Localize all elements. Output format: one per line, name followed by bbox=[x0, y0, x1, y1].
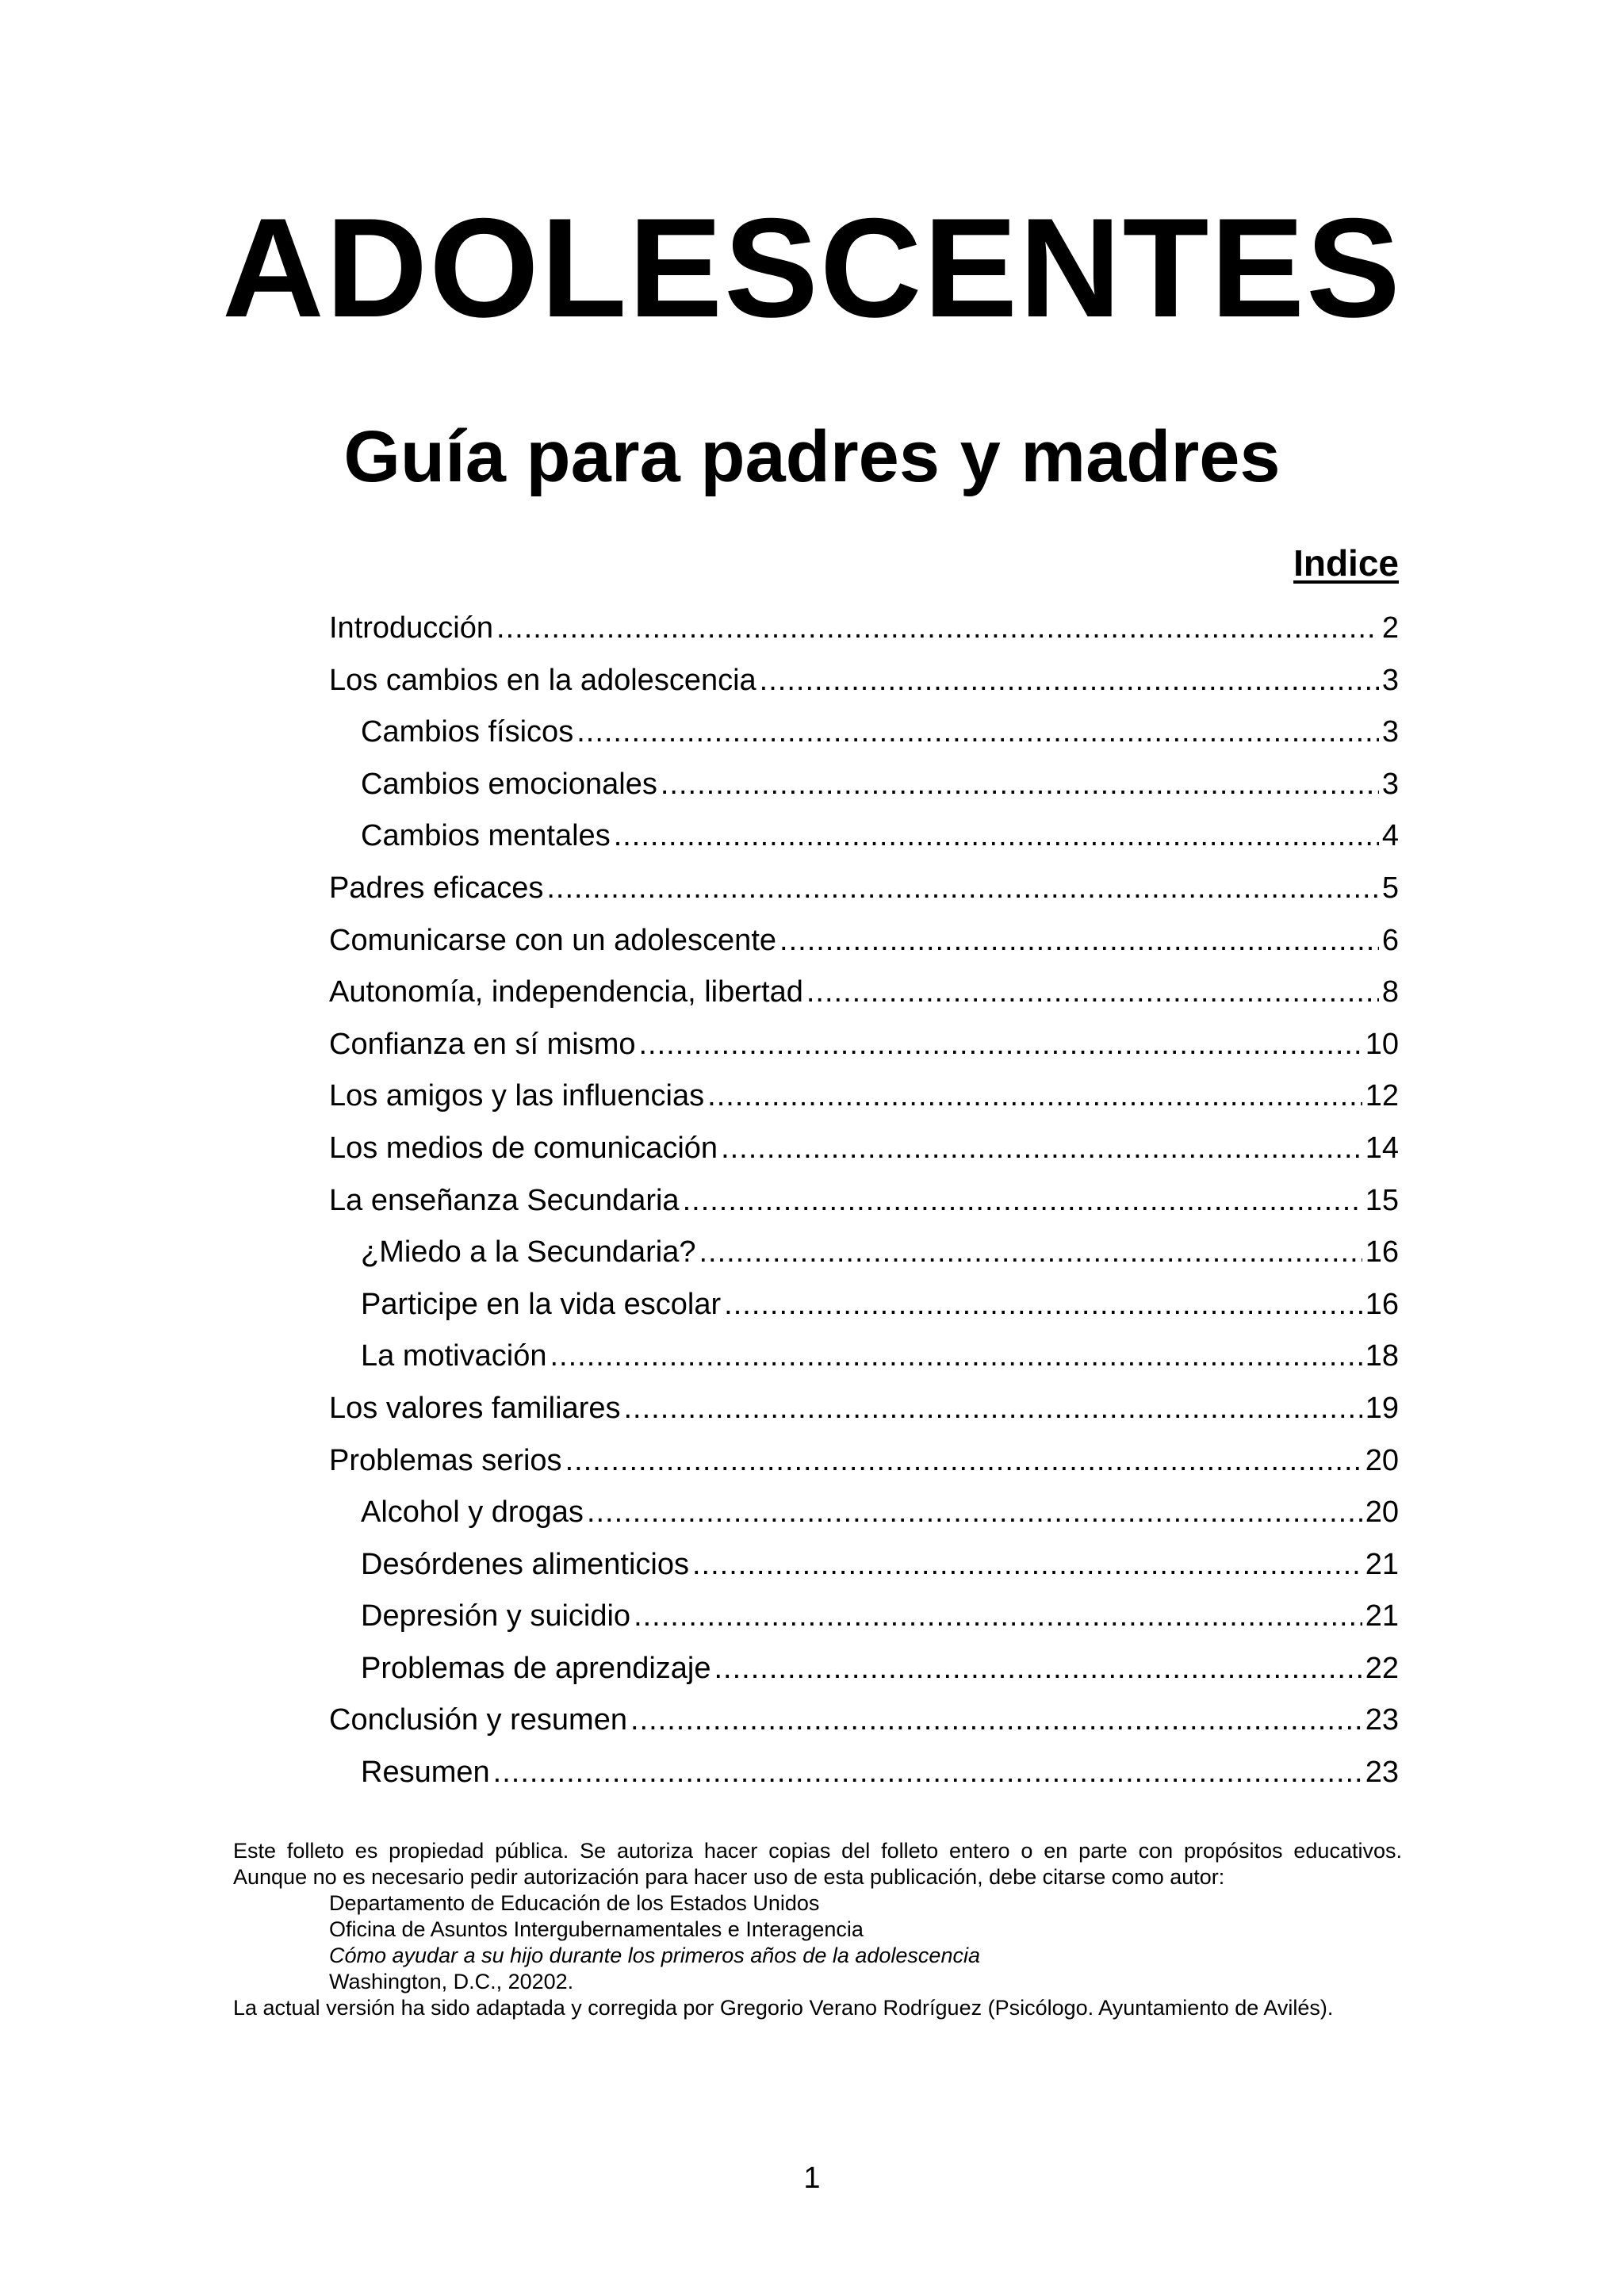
toc-dot-leader bbox=[546, 863, 1378, 915]
toc-dot-leader bbox=[707, 1070, 1362, 1123]
toc-entry-label: La motivación bbox=[361, 1339, 547, 1373]
toc-dot-leader bbox=[496, 603, 1379, 655]
toc-dot-leader bbox=[714, 1643, 1362, 1695]
page-number: 1 bbox=[803, 2162, 821, 2195]
toc-entry[interactable] bbox=[329, 1019, 1399, 1071]
document-title: ADOLESCENTES bbox=[222, 189, 1402, 347]
toc-entry[interactable] bbox=[329, 967, 1399, 1019]
toc-entry-page: 10 bbox=[1365, 1027, 1399, 1061]
toc-entry-label: Alcohol y drogas bbox=[361, 1496, 584, 1530]
toc-dot-leader bbox=[779, 915, 1379, 967]
document-subtitle: Guía para padres y madres bbox=[343, 416, 1281, 497]
toc-entry-page: 3 bbox=[1381, 767, 1399, 801]
toc-dot-leader bbox=[587, 1487, 1362, 1539]
table-of-contents bbox=[329, 603, 1399, 1799]
toc-dot-leader bbox=[806, 967, 1379, 1019]
notice-line: Este folleto es propiedad pública. Se autoriza hacer copias del folleto entero o en parte con propósitos educativos. bbox=[233, 1839, 1402, 1863]
toc-entry[interactable] bbox=[329, 1227, 1399, 1279]
toc-entry-label: Los medios de comunicación bbox=[329, 1131, 718, 1165]
toc-entry[interactable] bbox=[329, 863, 1399, 915]
toc-dot-leader bbox=[493, 1747, 1362, 1799]
toc-entry[interactable] bbox=[329, 1539, 1399, 1591]
toc-entry-page: 15 bbox=[1365, 1183, 1399, 1217]
toc-dot-leader bbox=[699, 1227, 1362, 1279]
toc-entry[interactable] bbox=[329, 1435, 1399, 1488]
author-organization: Departamento de Educación de los Estados Unidos bbox=[329, 1891, 820, 1915]
toc-dot-leader bbox=[721, 1123, 1362, 1175]
toc-dot-leader bbox=[661, 759, 1379, 811]
toc-entry-page: 14 bbox=[1365, 1131, 1399, 1165]
toc-entry-label: Autonomía, independencia, libertad bbox=[329, 975, 803, 1009]
toc-entry-page: 12 bbox=[1365, 1079, 1399, 1113]
toc-entry[interactable] bbox=[329, 1383, 1399, 1435]
adaptation-credit: La actual versión ha sido adaptada y corregida por Gregorio Verano Rodríguez (Psicólogo. Ayuntamiento de Avilés). bbox=[233, 1996, 1334, 2020]
toc-entry-label: Desórdenes alimenticios bbox=[361, 1547, 689, 1581]
toc-entry[interactable] bbox=[329, 707, 1399, 759]
toc-entry-label: Participe en la vida escolar bbox=[361, 1287, 722, 1321]
toc-entry-label: Los amigos y las influencias bbox=[329, 1079, 705, 1113]
toc-entry-label: Cambios emocionales bbox=[361, 767, 657, 801]
toc-entry[interactable] bbox=[329, 1695, 1399, 1747]
publication-title: Cómo ayudar a su hijo durante los primeros años de la adolescencia bbox=[329, 1944, 980, 1967]
toc-entry-label: Los cambios en la adolescencia bbox=[329, 663, 756, 697]
toc-entry-page: 19 bbox=[1365, 1391, 1399, 1425]
toc-entry-label: ¿Miedo a la Secundaria? bbox=[361, 1235, 696, 1270]
toc-dot-leader bbox=[724, 1279, 1362, 1331]
toc-entry[interactable] bbox=[329, 1591, 1399, 1643]
toc-entry-page: 16 bbox=[1365, 1235, 1399, 1270]
toc-entry-page: 22 bbox=[1365, 1651, 1399, 1685]
toc-entry[interactable] bbox=[329, 759, 1399, 811]
toc-entry-label: Confianza en sí mismo bbox=[329, 1027, 636, 1061]
toc-entry-page: 8 bbox=[1381, 975, 1399, 1009]
toc-entry[interactable] bbox=[329, 915, 1399, 967]
toc-entry-label: Problemas de aprendizaje bbox=[361, 1651, 711, 1685]
toc-dot-leader bbox=[639, 1019, 1362, 1071]
copyright-notice bbox=[233, 1838, 1402, 2021]
toc-entry[interactable] bbox=[329, 1175, 1399, 1227]
toc-entry[interactable] bbox=[329, 1747, 1399, 1799]
toc-entry-page: 3 bbox=[1381, 715, 1399, 749]
toc-entry-label: Conclusión y resumen bbox=[329, 1703, 627, 1737]
toc-entry[interactable] bbox=[329, 1331, 1399, 1383]
toc-entry-label: Introducción bbox=[329, 611, 494, 645]
toc-dot-leader bbox=[630, 1695, 1362, 1747]
toc-entry[interactable] bbox=[329, 1123, 1399, 1175]
toc-entry-page: 2 bbox=[1381, 611, 1399, 645]
toc-entry-label: Cambios mentales bbox=[361, 819, 611, 853]
toc-entry[interactable] bbox=[329, 1487, 1399, 1539]
toc-entry-page: 6 bbox=[1381, 923, 1399, 957]
toc-entry-page: 5 bbox=[1381, 871, 1399, 905]
toc-entry[interactable] bbox=[329, 603, 1399, 655]
toc-dot-leader bbox=[692, 1539, 1362, 1591]
toc-entry-page: 3 bbox=[1381, 663, 1399, 697]
toc-entry[interactable] bbox=[329, 1070, 1399, 1123]
toc-entry[interactable] bbox=[329, 655, 1399, 707]
toc-dot-leader bbox=[550, 1331, 1362, 1383]
author-office: Oficina de Asuntos Intergubernamentales e Interagencia bbox=[329, 1917, 864, 1941]
toc-dot-leader bbox=[565, 1435, 1362, 1488]
toc-entry-page: 20 bbox=[1365, 1496, 1399, 1530]
toc-dot-leader bbox=[614, 810, 1379, 863]
toc-entry-page: 20 bbox=[1365, 1443, 1399, 1477]
notice-line: Aunque no es necesario pedir autorización para hacer uso de esta publicación, debe citarse como autor: bbox=[233, 1865, 1225, 1889]
toc-entry-page: 4 bbox=[1381, 819, 1399, 853]
toc-dot-leader bbox=[760, 655, 1379, 707]
toc-dot-leader bbox=[634, 1591, 1362, 1643]
toc-dot-leader bbox=[576, 707, 1379, 759]
toc-entry-page: 23 bbox=[1365, 1756, 1399, 1790]
toc-entry[interactable] bbox=[329, 810, 1399, 863]
toc-entry-page: 18 bbox=[1365, 1339, 1399, 1373]
toc-entry-page: 23 bbox=[1365, 1703, 1399, 1737]
toc-entry-page: 16 bbox=[1365, 1287, 1399, 1321]
toc-entry[interactable] bbox=[329, 1279, 1399, 1331]
toc-entry-label: Depresión y suicidio bbox=[361, 1599, 631, 1633]
toc-entry-label: Resumen bbox=[361, 1756, 490, 1790]
toc-entry-label: Problemas serios bbox=[329, 1443, 562, 1477]
toc-entry-label: Los valores familiares bbox=[329, 1391, 621, 1425]
publication-place-date: Washington, D.C., 20202. bbox=[329, 1970, 574, 1993]
index-heading: Indice bbox=[1293, 542, 1399, 584]
toc-entry[interactable] bbox=[329, 1643, 1399, 1695]
toc-dot-leader bbox=[683, 1175, 1362, 1227]
toc-entry-label: La enseñanza Secundaria bbox=[329, 1183, 680, 1217]
toc-entry-label: Padres eficaces bbox=[329, 871, 544, 905]
toc-entry-label: Cambios físicos bbox=[361, 715, 574, 749]
toc-entry-label: Comunicarse con un adolescente bbox=[329, 923, 777, 957]
toc-entry-page: 21 bbox=[1365, 1547, 1399, 1581]
toc-entry-page: 21 bbox=[1365, 1599, 1399, 1633]
toc-dot-leader bbox=[623, 1383, 1362, 1435]
